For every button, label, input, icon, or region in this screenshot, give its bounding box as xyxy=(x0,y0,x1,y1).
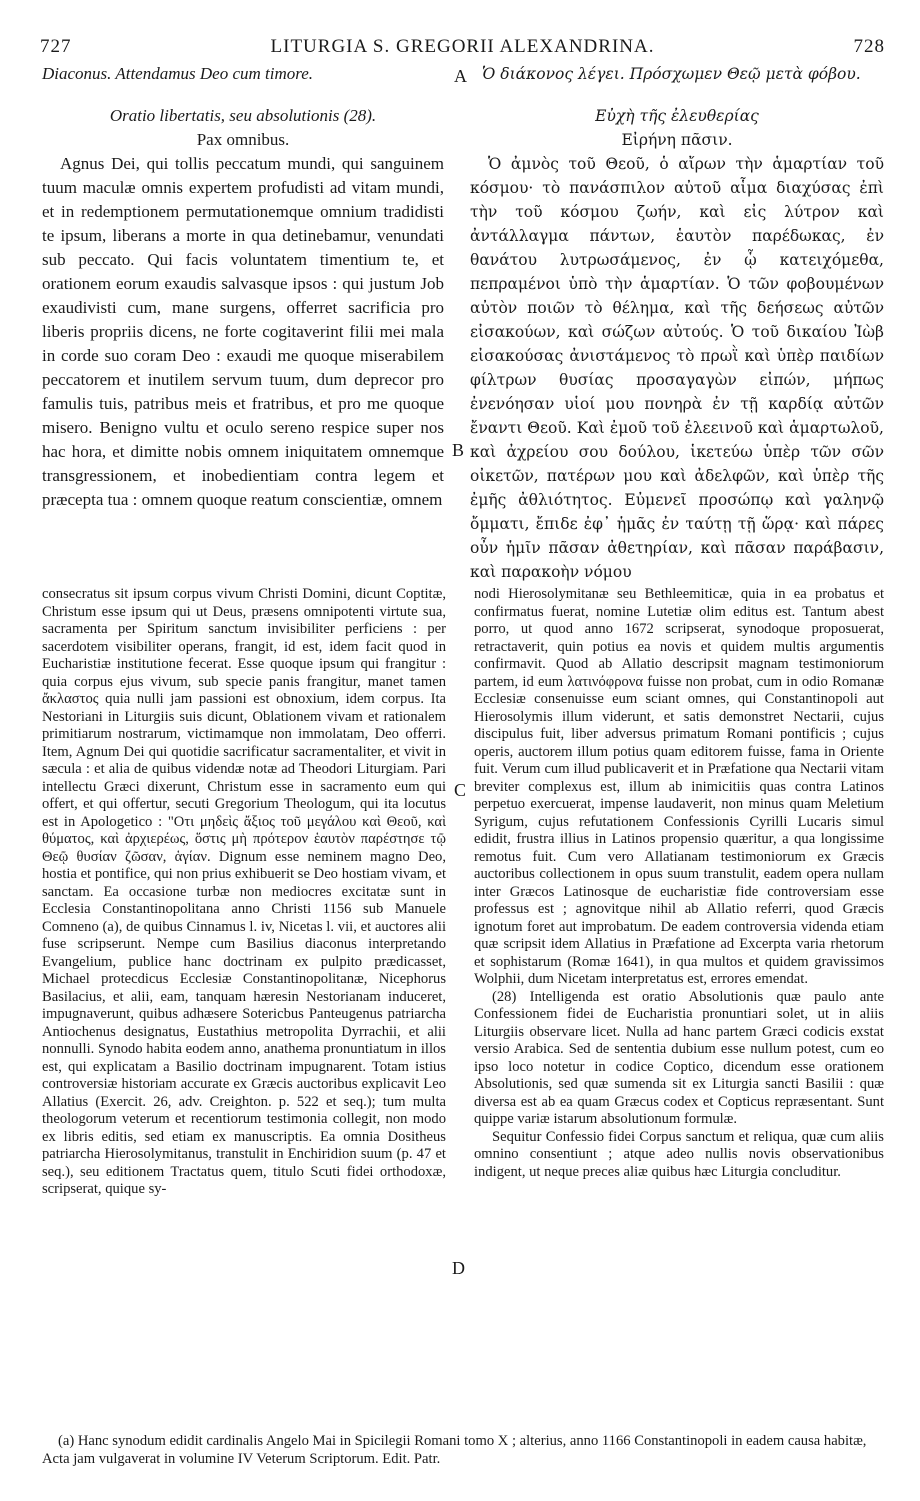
footnote-a-text: (a) Hanc synodum edidit cardinalis Angelo Mai in Spicilegii Romani tomo X ; alterius, anno 1166 Constantinopoli in eadem causa habitæ, Acta jam vulgaverat in volumine IV Veterum Scriptorum. Edit. Patr. xyxy=(42,1433,867,1467)
margin-letter-a: A xyxy=(454,66,467,86)
latin-pax: Pax omnibus. xyxy=(196,130,290,149)
greek-oratio-title: Εὐχὴ τῆς ἐλευθερίας xyxy=(595,107,759,125)
note-left-text: consecratus sit ipsum corpus vivum Christi Domini, dicunt Coptitæ, Christum esse ipsum qui ut Deus, præsens omnipotenti virtute sua, sacramenta per Spiritum sanctum invisibiliter perficiens : per sacerdotem visibiliter operans, frangit, id est, idem facit quod in Eucharistiæ institutione fecerat. Esse quoque ipsum qui frangitur : quia corpus ejus vivum, sub specie panis frangitur, manet tamen ἄκλαστος quia nulli jam passioni est obnoxium, idem corpus. Ita Nestoriani in Liturgiis suis dicunt, Oblationem vivam et rationalem primitiarum nostrarum, victimamque non immolatam, Deo offerri. Item, Agnum Dei qui quotidie sacrificatur sacramentaliter, et vivit in sæcula : et alia de quibus videndæ notæ ad Theodori Liturgiam. Pari intellectu Græci dixerunt, Christum esse in sacramento eum qui offert, et qui offertur, secuti Gregorium Theologum, qui ita locutus est in Apologetico : "Οτι μηδεὶς ἄξιος τοῦ μεγάλου καὶ Θεοῦ, καὶ θύματος, καὶ ἀρχιερέως, ὅστις μὴ πρότερον ἑαυτὸν παρέστησε τῷ Θεῷ θυσίαν ζῶσαν, ἁγίαν. Dignum esse neminem magno Deo, hostia et pontifice, qui non prius exhibuerit se Deo hostiam vivam, et sanctam. Ea occasione turbæ non mediocres excitatæ sunt in Ecclesia Constantinopolitana anno Christi 1156 sub Manuele Comneno (a), de quibus Cinnamus l. iv, Nicetas l. vii, et auctores alii fuse scripserunt. Nempe cum Basilius diaconus interpretando Evangelium, publice hanc doctrinam ex pulpito prædicasset, Michael protecdicus Ecclesiæ Constantinopolitanæ, Nicephorus Basilacius, et alii, eam, tanquam hæresin Nestorianam induceret, impugnaverunt, quibus adhæsere Sotericbus Panteugenus patriarcha Antiochenus designatus, Eustathius metropolita Dyrrachii, et alii nonnulli. Synodo habita eodem anno, anathema pronuntiatum in illos est, qui explicatam a Basilio doctrinam impugnarent. Totam istius controversiæ historiam accurate ex Græcis auctoribus explicavit Leo Allatius (Exercit. 26, adv. Creighton. p. 522 et seq.); tum multa theologorum veterum et recentiorum testimonia collegit, non modo ex libris editis, sed etiam ex manuscriptis. Ea omnia Dositheus patriarcha Hierosolymitanus, transtulit in Enchiridion suum (p. 47 et seq.), seu editionem Tractatus quem, titulo Scuti fidei orthodoxæ, scripserat, quique sy- xyxy=(42,586,446,1197)
note-conclusion: Sequitur Confessio fidei Corpus sanctum et reliqua, quæ cum aliis omnino consentiunt ; atque adeo nullis novis observationibus indigent, ut neque preces aliæ quibus hæc Liturgia concluditur. xyxy=(474,1128,884,1180)
margin-letter-b: B xyxy=(452,440,465,460)
note-right-continuation: nodi Hierosolymitanæ seu Bethleemiticæ, quia in ea probatus et confirmatus fuerat, nomine Lutetiæ olim editus est. Tantum abest porro, ut quod anno 1672 scripserat, synodoque proposuerat, retractaverit, quin potius ea novis et quidem multis argumentis confirmavit. Quod ab Allatio descripsit magnam testimoniorum partem, id eum λατινόφρονα fuisse non probat, cum in odio Romanæ Ecclesiæ consenuisse eum sciant omnes, qui Constantinopoli aut Hierosolymis illum viderunt, et satis demonstret Nectarii, cujus discipulus fuit, liber adversus primatum Romani pontificis ; cujus operis, auctorem illum potius quam editorem fuisse, fama in Oriente fuit. Verum cum illud publicaverit et in Præfatione qua Nectarii vitam breviter complexus est, illum ab inimicitiis quas contra Latinos perpetuo exercuerat, impense laudaverit, non minus quam Meletium Syrigum, cujus refutationem Confessionis Cyrilli Lucaris simul edidit, frustra illius in Latinos propensio quæritur, a qua longissime remotus fuit. Cum vero Allatianam testimoniorum ex Græcis auctoribus collectionem in opus suum transtulit, eadem opera nullam inter Græcos Latinosque de eucharistiæ fide controversiam esse professus est ; agnovitque nihil ab Allatio referri, quod Græcis ignotum foret aut improbatum. De eadem controversia videnda etiam quæ scripsit idem Allatius in Præfatione ad Excerpta varia rhetorum et sophistarum (Romæ 1641), in qua multos et quidem gravissimos Wolphii, dum Nicetam interpretatus est, errores emendat. xyxy=(474,586,884,987)
greek-prayer-body: Ὁ ἀμνὸς τοῦ Θεοῦ, ὁ αἴρων τὴν ἁμαρτίαν τοῦ κόσμου· τὸ πανάσπιλον αὐτοῦ αἷμα διαχύσας ἐπὶ τὴν τοῦ κόσμου ζωήν, καὶ εἰς λύτρον καὶ ἀντάλλαγμα πάντων, ἑαυτὸν παρέδωκας, ἐν θανάτου λυτρωσάμενος, ἐν ᾧ κατειχόμεθα, πεπραμένοι ὑπὸ τὴν ἁμαρτίαν. Ὁ τῶν φοβουμένων αὐτὸν ποιῶν τὸ θέλημα, καὶ τῆς δεήσεως αὐτῶν εἰσακούων, καὶ σώζων αὐτούς. Ὁ τοῦ δικαίου Ἰὼβ εἰσακούσας ἀνιστάμενος τὸ πρωῒ καὶ ὑπὲρ παιδίων φίλτρων θυσίας προσαγαγὼν εἰπών, μήπως ἐνενόησαν υἱοί μου πονηρὰ ἐν τῇ καρδίᾳ αὐτῶν ἔναντι Θεοῦ. Καὶ ἐμοῦ τοῦ ἐλεεινοῦ καὶ ἁμαρτωλοῦ, καὶ ἀχρείου σου δούλου, ἱκετεύω ὑπὲρ τῶν σῶν οἰκετῶν, πατέρων μου καὶ ἀδελφῶν, καὶ ὑπὲρ τῆς ἐμῆς ἀθλιότητος. Εὐμενεῖ προσώπῳ καὶ γαληνῷ ὄμματι, ἔπιδε ἐφ᾽ ἡμᾶς ἐν ταύτῃ τῇ ὥρᾳ· καὶ πάρες οὖν ἡμῖν πᾶσαν ἀθετηρίαν, καὶ πᾶσαν παράβασιν, καὶ παρακοὴν νόμου xyxy=(470,155,884,581)
greek-pax: Εἰρήνη πᾶσιν. xyxy=(621,131,733,149)
latin-prayer-body: Agnus Dei, qui tollis peccatum mundi, qui sanguinem tuum maculæ omnis expertem profudisti ad vitam mundi, et in redemptionem permutationemque omnium tradidisti te ipsum, liberans a morte in qua detinebamur, venundati sub peccato. Qui facis voluntatem timentium te, et orationem eorum exaudis salvasque ipsos : qui justum Job exaudivisti cum, mane surgens, offerret sacrificia pro liberis propriis dicens, ne forte cogitaverint filii mei mala in corde suo coram Deo : exaudi me quoque miserabilem peccatorem et inutilem servum tuum, dum deprecor pro famulis tuis, patribus meis et fratribus, et pro me quoque misero. Benigno vultu et oculo sereno respice super nos hac hora, et dimitte nobis omnem iniquitatem omnemque transgressionem, et inobedientiam contra legem et præcepta tua : omnem quoque reatum conscientiæ, omnem xyxy=(42,154,444,509)
running-title: LITURGIA S. GREGORII ALEXANDRINA. xyxy=(270,36,655,57)
footnote xyxy=(42,1432,884,1468)
note-28: (28) Intelligenda est oratio Absolutionis quæ paulo ante Confessionem fidei de Eucharistia pronuntiari solet, ut in aliis Liturgiis observare licet. Nulla ad hanc partem Græci codicis exstat versio Arabica. Sed de sententia dubium esse nullum potest, cum eo ipso loco notetur in codice Coptico, dicendum esse orationem Absolutionis, sed quæ sumenda sit ex Liturgia sancti Basilii : quæ diversa est ab ea quam Græcus codex et Copticus repræsentant. Sunt quippe variæ istarum absolutionum formulæ. xyxy=(474,988,884,1127)
margin-letter-c: C xyxy=(454,780,467,800)
latin-text-column xyxy=(42,62,444,512)
greek-rubric: Ὁ διάκονος λέγει. Πρόσχωμεν Θεῷ μετὰ φόβου. xyxy=(482,65,861,83)
page-number-right: 728 xyxy=(853,36,885,57)
running-header xyxy=(40,36,885,60)
latin-rubric: Diaconus. Attendamus Deo cum timore. xyxy=(42,64,314,83)
notes-left-column xyxy=(42,586,446,1199)
greek-text-column xyxy=(470,62,884,584)
margin-letter-d: D xyxy=(452,1258,465,1278)
page-number-left: 727 xyxy=(40,36,72,57)
latin-oratio-title: Oratio libertatis, seu absolutionis (28). xyxy=(109,106,377,125)
notes-right-column xyxy=(474,586,884,1181)
